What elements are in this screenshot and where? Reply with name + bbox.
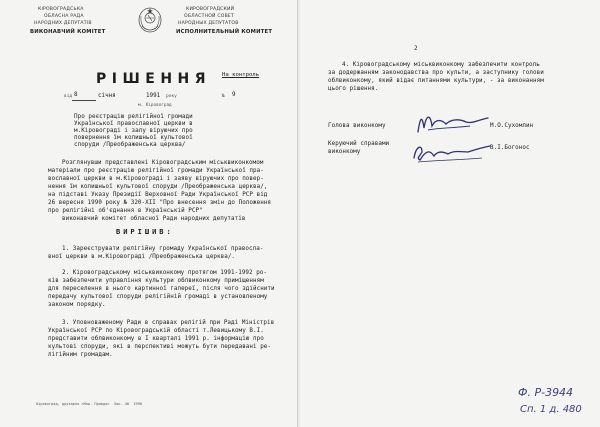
preamble-line: матеріали про реєстрацію релігійної громади Української пра- (48, 168, 264, 174)
date-suffix: року (166, 94, 177, 99)
item-2-line: ків забезпечити управління культури облвиконкому приміщенням (48, 278, 264, 284)
item-4-line: 4. Кіровоградському міськвиконкому забезпечити контроль (342, 62, 540, 68)
header-ru-line3: НАРОДНЫХ ДЕПУТАТОВ (178, 21, 239, 26)
item-1-line: 1. Зареєструвати релігійну громаду Української правосла- (62, 246, 264, 252)
preamble-line: виконавчий комітет обласної Ради народних депутатів (62, 216, 246, 222)
subject-line: м.Кіровограді і залу віруючих про (74, 128, 193, 134)
preamble-line: нення їм колишньої культової споруди /Преображенська церква/, (48, 184, 268, 190)
archive-case-mark: Сп. 1 д. 480 (520, 404, 582, 415)
chair-signature (414, 108, 492, 138)
secretary-label: виконкому (328, 149, 361, 155)
date-day-line (72, 100, 96, 101)
decision-word: ВИРІШИВ: (116, 228, 174, 236)
printer-footer: Кіровоград, друкарня «Мор. Правда» Зак. 40 1990 (36, 402, 143, 406)
header-ua-line4: ВИКОНАВЧИЙ КОМІТЕТ (30, 29, 106, 35)
item-3-line: лігійним громадам. (48, 352, 113, 358)
document-title: РІШЕННЯ (96, 71, 212, 87)
control-mark: На контроль (222, 72, 260, 78)
item-3-line: представити облвиконкому в І кварталі 1991 р. інформацію про (48, 336, 264, 342)
secretary-label: Керуючий справами (328, 141, 390, 147)
date-day: 8 (74, 92, 78, 98)
subject-line: Про реєстрацію релігійної громади (74, 114, 193, 120)
item-2-line: 2. Кіровоградському міськвиконкому протягом 1991-1992 ро- (62, 270, 267, 276)
item-3-line: Української РСР по Кіровоградській області т.Левицькому В.І. (48, 328, 264, 334)
preamble-line: 26 вересня 1990 року № 320-ХІІ "Про внесення змін до Положення (48, 200, 271, 206)
subject-line: споруди /Преображенська церква/ (74, 142, 186, 148)
header-ru-line2: ОБЛАСТНОЙ СОВЕТ (184, 14, 235, 19)
header-ua-line3: НАРОДНИХ ДЕПУТАТІВ (34, 21, 92, 26)
item-3-line: 3. Уповноваженому Ради в справах релігій при Раді Міністрів (62, 320, 275, 326)
chair-name: М.О.Сухомлин (490, 123, 534, 129)
preamble-line: про релігійні об'єднання в Українській РСР" (48, 208, 203, 214)
item-1-line: вної церкви в м.Кіровограді /Преображенська церква/. (48, 254, 236, 260)
date-year: 1991 (146, 93, 161, 99)
header-ru-line4: ИСПОЛНИТЕЛЬНЫЙ КОМИТЕТ (176, 29, 273, 35)
secretary-signature (410, 138, 494, 166)
decision-number: 9 (232, 92, 236, 98)
subject-line: Української православної церкви в (74, 121, 193, 127)
document-page-1 (0, 0, 297, 427)
header-ua-line2: ОБЛАСНА РАДА (44, 14, 84, 19)
preamble-line: Розглянувши представлені Кіровоградським міськвиконкомом (62, 160, 264, 166)
document-page-2 (300, 0, 600, 427)
item-2-line: для переселення в нього картинної галереї, після чого здійснити (48, 286, 275, 292)
page-number: 2 (414, 46, 418, 52)
preamble-line: вославної церкви в м.Кіровограді і заяву віруючих про повер- (48, 176, 264, 182)
subject-line: повернення їм колишньої культової (74, 135, 193, 141)
date-month: січня (98, 93, 116, 99)
preamble-line: на підставі Указу Президії Верховної Ради Української РСР від (48, 192, 268, 198)
secretary-name: В.І.Богонос (490, 145, 530, 151)
item-3-line: культові споруди, які в перспективі можуть бути передавані ре- (48, 344, 271, 350)
ussr-emblem-icon (137, 6, 163, 36)
header-ua-line1: КІРОВОГРАДСЬКА (38, 7, 84, 12)
header-ru-line1: КИРОВОГРАДСКИЙ (186, 7, 235, 12)
archive-fond-mark: Ф. Р-3944 (518, 386, 574, 399)
item-2-line: законом порядку. (48, 302, 106, 308)
item-4-line: облвиконкому, який відає питаннями культури, - за виконанням (328, 78, 544, 84)
item-4-line: за додержанням законодавства про культи, а заступнику голови (328, 70, 544, 76)
item-4-line: цього рішення. (328, 86, 379, 92)
date-prefix: від (64, 94, 73, 99)
number-prefix: № (222, 94, 225, 99)
city: м. Кіровоград (138, 103, 172, 108)
chair-label: Голова виконкому (328, 123, 386, 129)
item-2-line: передачу культової споруди релігійній громаді в установленому (48, 294, 268, 300)
